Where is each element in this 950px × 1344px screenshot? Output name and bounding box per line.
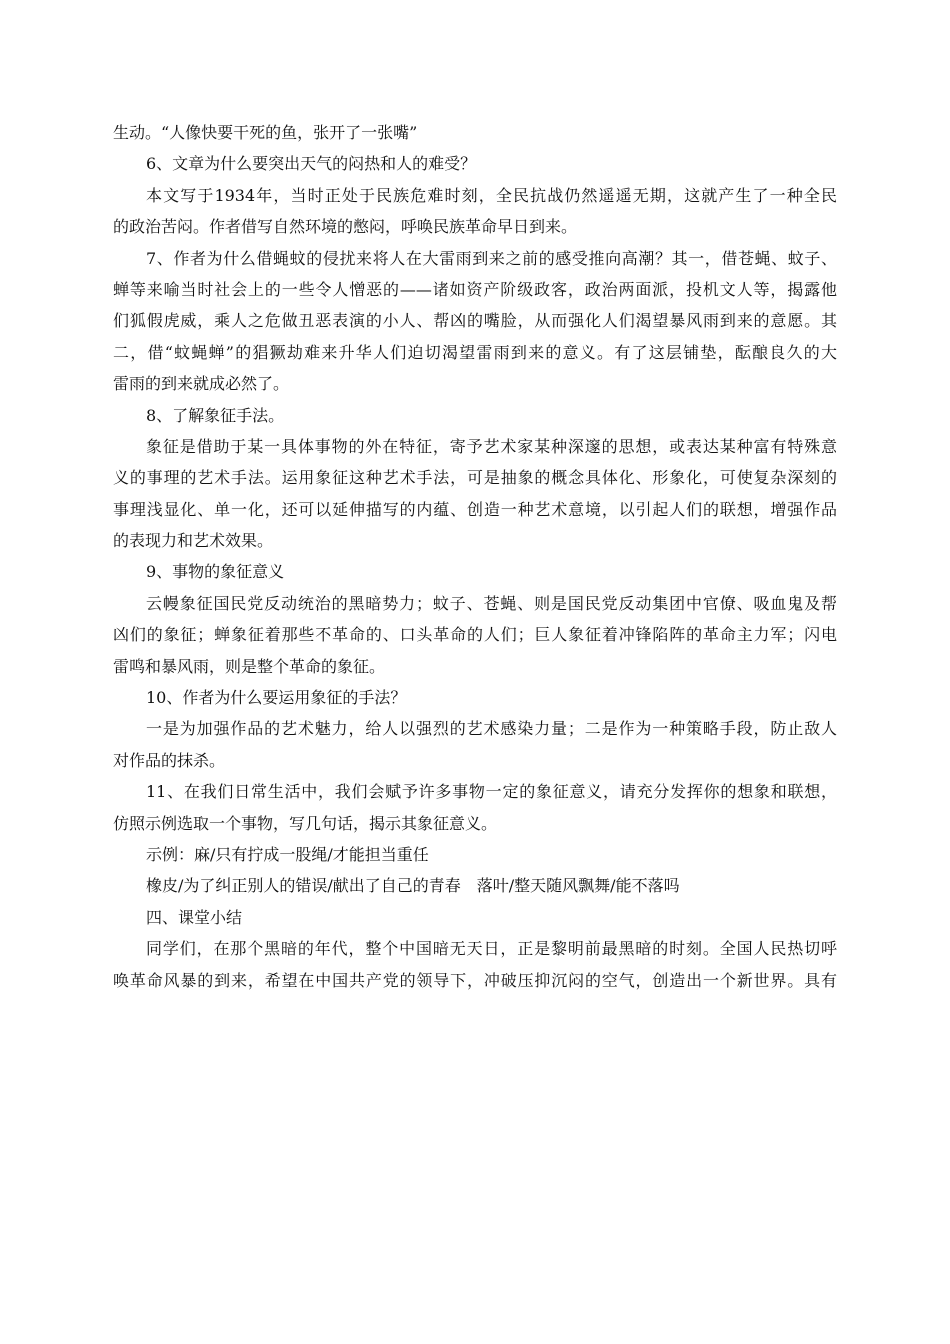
text-line: 橡皮/为了纠正别人的错误/献出了自己的青春 落叶/整天随风飘舞/能不落吗 [146,876,680,896]
text-line: 象征是借助于某一具体事物的外在特征，寄予艺术家某种深邃的思想，或表达某种富有特殊意 [146,436,837,456]
text-line: 的表现力和艺术效果。 [113,531,274,551]
text-line: 本文写于1934年，当时正处于民族危难时刻，全民抗战仍然遥遥无期，这就产生了一种全民 [146,185,837,205]
text-line: 一是为加强作品的艺术魅力，给人以强烈的艺术感染力量；二是作为一种策略手段，防止敌人 [146,719,837,739]
text-line: 凶们的象征；蝉象征着那些不革命的、口头革命的人们；巨人象征着冲锋陷阵的革命主力军；闪电 [113,625,837,645]
text-line: 仿照示例选取一个事物，写几句话，揭示其象征意义。 [113,813,498,833]
text-line: 8、了解象征手法。 [146,405,285,425]
text-line: 9、事物的象征意义 [146,562,285,582]
text-line: 蝉等来喻当时社会上的一些令人憎恶的——诸如资产阶级政客，政治两面派，投机文人等，揭露他 [113,279,837,299]
text-line: 生动。“人像快要干死的鱼，张开了一张嘴” [113,123,418,142]
text-line: 事理浅显化、单一化，还可以延伸描写的内蕴、创造一种艺术意境，以引起人们的联想，增强作品 [113,499,837,519]
text-line: 6、文章为什么要突出天气的闷热和人的难受？ [146,154,477,174]
document-body [113,117,837,996]
text-line: 的政治苦闷。作者借写自然环境的憋闷，呼唤民族革命早日到来。 [113,217,578,237]
text-line: 二，借“蚊蝇蝉”的猖獗劫难来升华人们迫切渴望雷雨到来的意义。有了这层铺垫，酝酿良久的大 [113,342,837,362]
text-line: 义的事理的艺术手法。运用象征这种艺术手法，可是抽象的概念具体化、形象化，可使复杂深刻的 [113,468,837,488]
text-line: 11、在我们日常生活中，我们会赋予许多事物一定的象征意义，请充分发挥你的想象和联想， [146,782,837,802]
text-line: 同学们，在那个黑暗的年代，整个中国暗无天日，正是黎明前最黑暗的时刻。全国人民热切呼 [146,939,837,959]
text-line: 们狐假虎威，乘人之危做丑恶表演的小人、帮凶的嘴脸，从而强化人们渴望暴风雨到来的意愿。其 [113,311,837,331]
text-line: 示例：麻/只有拧成一股绳/才能担当重任 [146,844,429,864]
text-line: 四、课堂小结 [146,907,243,927]
text-line: 对作品的抹杀。 [113,750,226,770]
text-line: 雷鸣和暴风雨，则是整个革命的象征。 [113,656,386,676]
text-line: 雷雨的到来就成必然了。 [113,374,290,394]
text-line: 唤革命风暴的到来，希望在中国共产党的领导下，冲破压抑沉闷的空气，创造出一个新世界。具有 [113,970,837,990]
text-line: 10、作者为什么要运用象征的手法？ [146,688,407,708]
text-line: 7、作者为什么借蝇蚊的侵扰来将人在大雷雨到来之前的感受推向高潮？其一，借苍蝇、蚊子、 [146,248,837,268]
text-line: 云幔象征国民党反动统治的黑暗势力；蚊子、苍蝇、则是国民党反动集团中官僚、吸血鬼及帮 [146,593,837,613]
